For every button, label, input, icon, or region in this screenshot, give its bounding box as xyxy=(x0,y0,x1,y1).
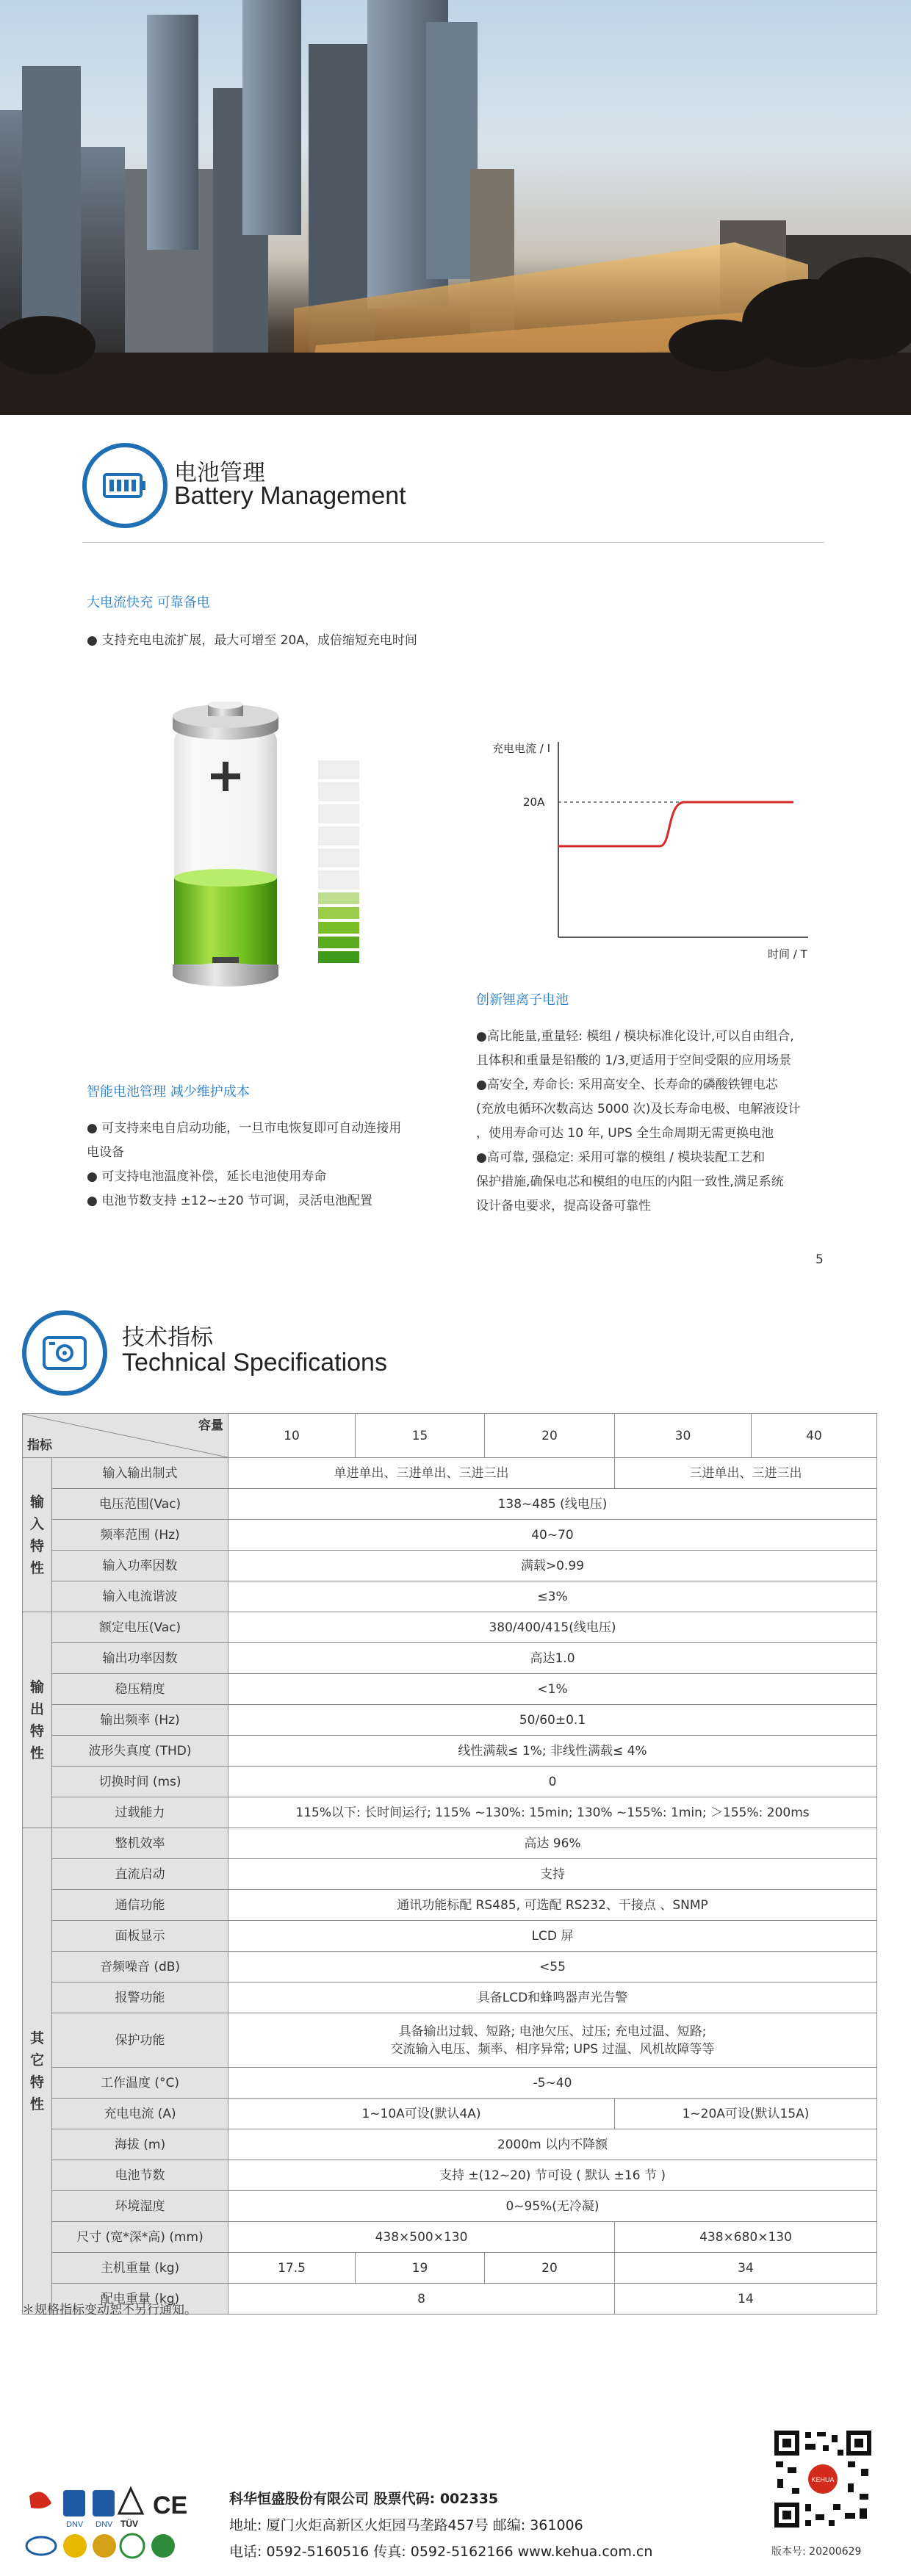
table-row xyxy=(23,2253,877,2284)
tech-title-zh: 技术指标 xyxy=(122,1324,213,1351)
cell-value: 满载>0.99 xyxy=(228,1551,877,1581)
tech-title-en: Technical Specifications xyxy=(122,1349,387,1377)
row-label: 输入电流谐波 xyxy=(52,1581,228,1612)
cell-value: 438×680×130 xyxy=(615,2222,877,2253)
footer-version: 版本号: 20200629 xyxy=(771,2546,862,2558)
certification-icons xyxy=(22,2481,206,2562)
footer-phone: 电话: 0592-5160516 传真: 0592-5162166 www.kehua.com.cn xyxy=(229,2544,653,2560)
row-label: 报警功能 xyxy=(52,1982,228,2013)
row-label: 输出功率因数 xyxy=(52,1643,228,1674)
row-label: 输入功率因数 xyxy=(52,1551,228,1581)
spec-table xyxy=(22,1413,877,2315)
cell-value: 438×500×130 xyxy=(228,2222,615,2253)
table-row xyxy=(23,2222,877,2253)
cell-value: 2000m 以内不降额 xyxy=(228,2129,877,2160)
chart-ylabel: 充电电流 / I xyxy=(492,742,551,755)
row-label: 稳压精度 xyxy=(52,1674,228,1705)
cell-value: 具备LCD和蜂鸣器声光告警 xyxy=(228,1982,877,2013)
table-row xyxy=(23,1828,877,1859)
group-input xyxy=(23,1458,52,1612)
spec-header-capacity: 容量 xyxy=(198,1418,223,1433)
row-label: 充电电流 (A) xyxy=(52,2099,228,2129)
protect-line-2: 交流输入电压、频率、相序异常; UPS 过温、风机故障等等 xyxy=(390,2041,715,2057)
battery-title-zh: 电池管理 xyxy=(174,460,265,486)
cell-value: 0~95%(无冷凝) xyxy=(228,2191,877,2222)
row-label: 频率范围 (Hz) xyxy=(52,1520,228,1551)
spec-header-diagonal-cell xyxy=(23,1414,228,1458)
footer-company: 科华恒盛股份有限公司 股票代码: 002335 xyxy=(229,2491,499,2507)
cell-value: 单进单出、三进单出、三进三出 xyxy=(228,1458,615,1489)
skyline-illustration xyxy=(0,0,911,415)
row-label: 直流启动 xyxy=(52,1859,228,1890)
table-row xyxy=(23,1767,877,1797)
battery-divider xyxy=(82,542,824,543)
dnv-mark-2: DNV xyxy=(96,2520,113,2529)
smart-line-4: ● 电池节数支持 ±12~±20 节可调，灵活电池配置 xyxy=(87,1194,373,1208)
group-input-label: 输入特性 xyxy=(29,1493,44,1576)
lithium-line-3: ●高安全, 寿命长: 采用高安全、长寿命的磷酸铁锂电芯 xyxy=(476,1078,778,1092)
row-label: 音频噪音 (dB) xyxy=(52,1952,228,1982)
cell-value: 支持 ±(12~20) 节可设 ( 默认 ±16 节 ) xyxy=(228,2160,877,2191)
row-label: 波形失真度 (THD) xyxy=(52,1736,228,1767)
group-output xyxy=(23,1612,52,1828)
row-label: 整机效率 xyxy=(52,1828,228,1859)
spec-col-10: 10 xyxy=(228,1414,356,1458)
row-label: 主机重量 (kg) xyxy=(52,2253,228,2284)
cell-value: <55 xyxy=(228,1952,877,1982)
smart-line-1: ● 可支持来电自启动功能，一旦市电恢复即可自动连接用 xyxy=(87,1121,402,1136)
table-row xyxy=(23,1612,877,1643)
cell-value: <1% xyxy=(228,1674,877,1705)
cell-value: 138~485 (线电压) xyxy=(228,1489,877,1520)
cell-value: LCD 屏 xyxy=(228,1921,877,1952)
cell-value: 20 xyxy=(485,2253,615,2284)
hero-city-skyline-image xyxy=(0,0,911,415)
lithium-line-1: ●高比能量,重量轻: 模组 / 模块标准化设计,可以自由组合, xyxy=(476,1029,794,1044)
row-label: 输入输出制式 xyxy=(52,1458,228,1489)
battery-text-smart xyxy=(87,1116,469,1213)
battery-text-fast-charge: ● 支持充电电流扩展，最大可增至 20A，成倍缩短充电时间 xyxy=(87,633,417,648)
table-row xyxy=(23,1736,877,1767)
tech-section-icon-circle xyxy=(22,1310,107,1396)
table-row xyxy=(23,1705,877,1736)
table-row xyxy=(23,1581,877,1612)
cell-value: 34 xyxy=(615,2253,877,2284)
lithium-line-8: 设计备电要求，提高设备可靠性 xyxy=(476,1199,651,1213)
table-row xyxy=(23,2099,877,2129)
row-label: 海拔 (m) xyxy=(52,2129,228,2160)
table-row xyxy=(23,1489,877,1520)
spec-header-row xyxy=(23,1414,877,1458)
charging-current-chart xyxy=(485,735,830,988)
chart-xlabel: 时间 / T xyxy=(768,948,807,961)
qr-code-icon xyxy=(771,2428,874,2538)
row-label: 额定电压(Vac) xyxy=(52,1612,228,1643)
table-row xyxy=(23,2129,877,2160)
lithium-line-7: 保护措施,确保电芯和模组的电压的内阻一致性,满足系统 xyxy=(476,1175,784,1189)
qr-logo-text: KEHUA xyxy=(811,2476,835,2483)
spec-col-15: 15 xyxy=(356,1414,485,1458)
tuv-mark: TÜV xyxy=(120,2519,138,2529)
tech-specs-icon xyxy=(42,1334,87,1372)
battery-heading-fast-charge: 大电流快充 可靠备电 xyxy=(87,595,210,610)
cell-value: -5~40 xyxy=(228,2068,877,2099)
cell-value: 支持 xyxy=(228,1859,877,1890)
row-label: 尺寸 (宽*深*高) (mm) xyxy=(52,2222,228,2253)
charge-level-bars xyxy=(318,760,359,963)
row-label: 保护功能 xyxy=(52,2013,228,2068)
table-row xyxy=(23,1674,877,1705)
cell-value: 380/400/415(线电压) xyxy=(228,1612,877,1643)
cell-value: 高达1.0 xyxy=(228,1643,877,1674)
lithium-line-6: ●高可靠, 强稳定: 采用可靠的模组 / 模块装配工艺和 xyxy=(476,1150,766,1165)
row-label: 环境湿度 xyxy=(52,2191,228,2222)
battery-illustration xyxy=(158,701,400,1010)
battery-title-en: Battery Management xyxy=(174,482,406,510)
table-row xyxy=(23,1643,877,1674)
row-label: 输出频率 (Hz) xyxy=(52,1705,228,1736)
spec-col-40: 40 xyxy=(752,1414,877,1458)
row-label: 过载能力 xyxy=(52,1797,228,1828)
table-row xyxy=(23,1952,877,1982)
spec-header-indicator: 指标 xyxy=(27,1438,52,1453)
table-row xyxy=(23,2013,877,2068)
row-label: 面板显示 xyxy=(52,1921,228,1952)
table-row xyxy=(23,1551,877,1581)
chart-series-line xyxy=(558,802,793,846)
dnv-mark-1: DNV xyxy=(66,2520,84,2529)
cell-value: 8 xyxy=(228,2284,615,2315)
row-label: 电压范围(Vac) xyxy=(52,1489,228,1520)
group-output-label: 输出特性 xyxy=(29,1678,44,1761)
cell-value: 50/60±0.1 xyxy=(228,1705,877,1736)
battery-heading-smart: 智能电池管理 减少维护成本 xyxy=(87,1084,250,1100)
protect-line-1: 具备输出过载、短路; 电池欠压、过压; 充电过温、短路; xyxy=(398,2024,707,2039)
cell-value xyxy=(228,2013,877,2068)
table-row xyxy=(23,2191,877,2222)
spec-col-30: 30 xyxy=(615,1414,752,1458)
cell-value: 14 xyxy=(615,2284,877,2315)
lithium-line-4: (充放电循环次数高达 5000 次)及长寿命电极、电解液设计 xyxy=(476,1102,801,1116)
page-number: 5 xyxy=(815,1252,824,1267)
table-row xyxy=(23,1859,877,1890)
cell-value: 1~20A可设(默认15A) xyxy=(615,2099,877,2129)
battery-icon xyxy=(103,472,147,499)
smart-line-2: 电设备 xyxy=(87,1145,124,1160)
row-label: 配电重量 (kg) xyxy=(52,2284,228,2315)
cell-value: 通讯功能标配 RS485, 可选配 RS232、干接点 、SNMP xyxy=(228,1890,877,1921)
cell-value: 17.5 xyxy=(228,2253,356,2284)
spec-col-20: 20 xyxy=(485,1414,615,1458)
smart-line-3: ● 可支持电池温度补偿，延长电池使用寿命 xyxy=(87,1169,327,1184)
lithium-line-5: ，使用寿命可达 10 年, UPS 全生命周期无需更换电池 xyxy=(476,1126,774,1141)
lithium-line-2: 且体积和重量是铅酸的 1/3,更适用于空间受限的应用场景 xyxy=(476,1053,792,1068)
cell-value: 0 xyxy=(228,1767,877,1797)
group-other xyxy=(23,1828,52,2315)
table-row xyxy=(23,1921,877,1952)
cell-value: ≤3% xyxy=(228,1581,877,1612)
table-row xyxy=(23,1458,877,1489)
footer-cert-logos xyxy=(22,2481,206,2562)
cell-value: 115%以下: 长时间运行; 115% ~130%: 15min; 130% ~155%: 1min; ＞155%: 200ms xyxy=(228,1797,877,1828)
cell-value: 40~70 xyxy=(228,1520,877,1551)
footer-address: 地址: 厦门火炬高新区火炬园马垄路457号 邮编: 361006 xyxy=(229,2517,583,2533)
spec-note: ＊规格指标变动恕不另行通知。 xyxy=(22,2303,197,2317)
group-other-label: 其它特性 xyxy=(29,2030,44,2113)
cell-value: 高达 96% xyxy=(228,1828,877,1859)
table-row xyxy=(23,1982,877,2013)
battery-text-lithium xyxy=(476,1025,858,1219)
row-label: 电池节数 xyxy=(52,2160,228,2191)
cell-value: 1~10A可设(默认4A) xyxy=(228,2099,615,2129)
ce-mark: CE xyxy=(153,2492,188,2519)
row-label: 工作温度 (°C) xyxy=(52,2068,228,2099)
table-row xyxy=(23,1890,877,1921)
cell-value: 三进单出、三进三出 xyxy=(615,1458,877,1489)
battery-heading-lithium: 创新锂离子电池 xyxy=(476,992,569,1008)
table-row xyxy=(23,2160,877,2191)
row-label: 切换时间 (ms) xyxy=(52,1767,228,1797)
cell-value: 19 xyxy=(356,2253,485,2284)
table-row xyxy=(23,1797,877,1828)
table-row xyxy=(23,1520,877,1551)
battery-section-icon-circle xyxy=(82,443,168,528)
qr-code xyxy=(771,2428,874,2538)
chart-level-label: 20A xyxy=(523,795,545,809)
cell-value: 线性满载≤ 1%; 非线性满载≤ 4% xyxy=(228,1736,877,1767)
table-row xyxy=(23,2068,877,2099)
row-label: 通信功能 xyxy=(52,1890,228,1921)
